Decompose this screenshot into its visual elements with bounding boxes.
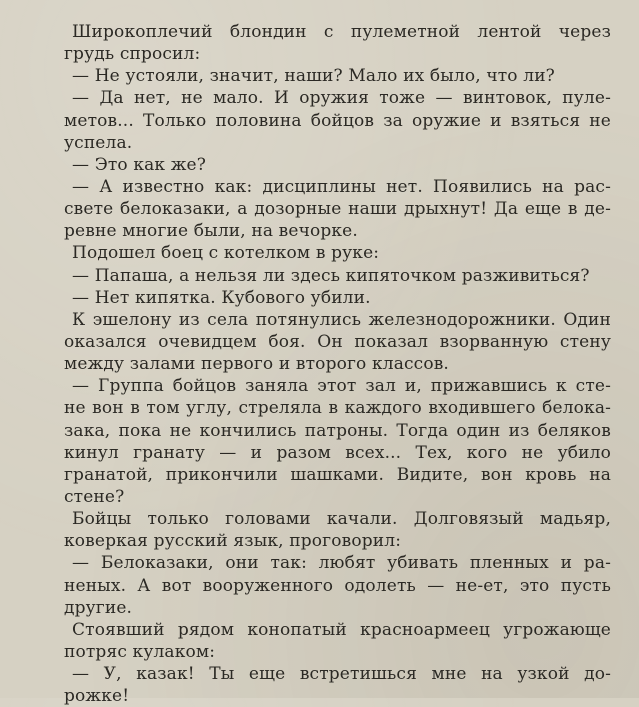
text-line: кинул гранату — и разом всех... Тех, кого не убило (64, 442, 611, 463)
text-line: грудь спросил: (64, 44, 201, 65)
text-line: успела. (64, 132, 133, 153)
text-line: зака, пока не кончились патроны. Тогда один из беляков (64, 420, 611, 441)
text-line: Широкоплечий блондин с пулеметной лентой через (72, 22, 611, 42)
text-line: не вон в том углу, стреляла в каждого входившего белока- (64, 398, 611, 419)
text-line: рожке! (64, 686, 130, 707)
text-line: неных. А вот вооруженного одолеть — не-ет, это пусть (64, 575, 611, 596)
text-line: Бойцы только головами качали. Долговязый мадьяр, (72, 509, 611, 530)
text-line: оказался очевидцем боя. Он показал взорванную стену (64, 331, 611, 352)
text-line: ревне многие были, на вечорке. (64, 221, 358, 242)
text-line: — У, казак! Ты еще встретишься мне на узкой до- (72, 664, 611, 685)
text-line: — Группа бойцов заняла этот зал и, прижавшись к сте- (72, 376, 611, 397)
text-line: — Да нет, не мало. И оружия тоже — винтовок, пуле- (72, 88, 611, 109)
text-line: — Нет кипятка. Кубового убили. (72, 287, 371, 308)
text-line: метов... Только половина бойцов за оружие и взяться не (64, 110, 611, 131)
text-line: между залами первого и второго классов. (64, 354, 449, 375)
text-line: — Не устояли, значит, наши? Мало их было, что ли? (72, 66, 555, 87)
text-line: коверкая русский язык, проговорил: (64, 531, 402, 552)
text-line: Подошел боец с котелком в руке: (72, 243, 380, 264)
text-line: другие. (64, 597, 133, 618)
text-line: — Это как же? (72, 154, 207, 175)
text-line: — Белоказаки, они так: любят убивать пленных и ра- (72, 553, 611, 574)
text-line: стене? (64, 486, 125, 507)
text-line: — А известно как: дисциплины нет. Появились на рас- (72, 176, 611, 197)
text-line: свете белоказаки, а дозорные наши дрыхнут! Да еще в де- (64, 199, 611, 220)
text-line: Стоявший рядом конопатый красноармеец угрожающе (72, 619, 611, 640)
text-line: потряс кулаком: (64, 641, 216, 662)
text-line: К эшелону из села потянулись железнодорожники. Один (72, 309, 611, 330)
text-line: гранатой, прикончили шашками. Видите, вон кровь на (64, 464, 611, 485)
text-line: — Папаша, а нельзя ли здесь кипяточком разживиться? (72, 265, 590, 286)
